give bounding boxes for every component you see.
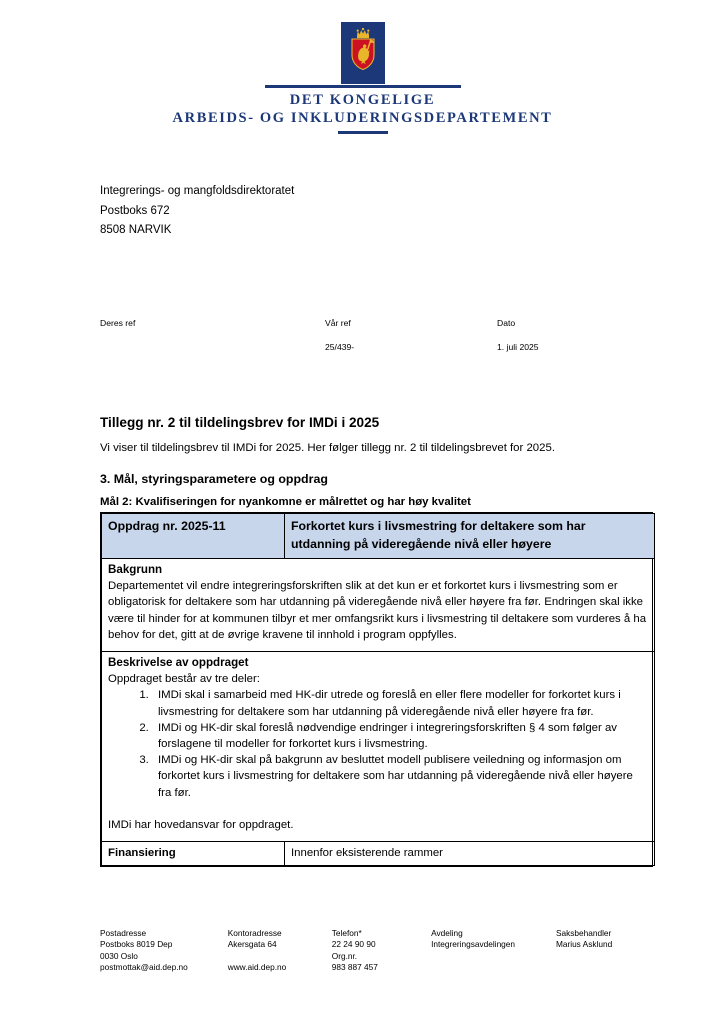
footer-label-postadresse: Postadresse xyxy=(100,928,147,938)
beskrivelse-title: Beskrivelse av oppdraget xyxy=(108,656,249,670)
finansiering-label: Finansiering xyxy=(102,842,285,866)
assignment-number-cell: Oppdrag nr. 2025-11 xyxy=(102,514,285,559)
footer-label-kontoradresse: Kontoradresse xyxy=(227,928,282,938)
footer-label-orgnr: Org.nr. xyxy=(331,950,358,961)
beskrivelse-cell xyxy=(102,652,655,842)
recipient-line-3: 8508 NARVIK xyxy=(100,224,172,236)
deres-ref-column xyxy=(100,318,325,353)
finansiering-value: Innenfor eksisterende rammer xyxy=(285,842,655,866)
norwegian-coat-of-arms-icon xyxy=(341,22,385,84)
dato-value: 1. juli 2025 xyxy=(497,342,539,352)
footer-website[interactable]: www.aid.dep.no xyxy=(227,962,287,973)
beskrivelse-intro: Oppdraget består av tre deler: xyxy=(108,673,260,686)
footer-label-saksbehandler: Saksbehandler xyxy=(555,928,612,938)
footer-label-telefon: Telefon* xyxy=(331,928,362,938)
table-row-finansiering xyxy=(102,842,655,866)
logo-line-kongelige: DET KONGELIGE xyxy=(289,92,436,108)
list-item: 1. IMDi skal i samarbeid med HK-dir utrede og foreslå en eller flere modeller for forkortet kurs i livsmestring for deltakere som har utdanning på videregående nivå eller høyere fra før. xyxy=(152,687,648,719)
coat-of-arms-svg xyxy=(348,27,378,73)
intro-paragraph: Vi viser til tildelingsbrev til IMDi for 2025. Her følger tillegg nr. 2 til tildelingsbrevet for 2025. xyxy=(100,442,555,454)
var-ref-label: Vår ref xyxy=(325,318,351,328)
deres-ref-label: Deres ref xyxy=(100,318,136,328)
recipient-line-1: Integrerings- og mangfoldsdirektoratet xyxy=(100,185,295,197)
table-row-beskrivelse xyxy=(102,652,655,842)
goal-heading: Mål 2: Kvalifiseringen for nyankomne er målrettet og har høy kvalitet xyxy=(100,496,471,508)
assignment-title-cell: Forkortet kurs i livsmestring for deltakere som har utdanning på videregående nivå eller høyere xyxy=(285,514,655,559)
table-row-header xyxy=(102,514,655,559)
var-ref-value: 25/439- xyxy=(325,342,355,352)
table-row-bakgrunn xyxy=(102,559,655,652)
beskrivelse-list xyxy=(108,687,648,800)
section-heading: 3. Mål, styringsparametere og oppdrag xyxy=(100,472,328,486)
page-title: Tillegg nr. 2 til tildelingsbrev for IMDi i 2025 xyxy=(100,415,380,430)
footer-orgnr-value: 983 887 457 xyxy=(331,962,378,973)
footer-column-avdeling xyxy=(431,928,556,974)
footer-saksbehandler-value: Marius Asklund xyxy=(555,939,613,950)
list-item: 3. IMDi og HK-dir skal på bakgrunn av besluttet modell publisere veiledning og informasjon om forkortet kurs i livsmestring for deltakere som har utdanning på videregående nivå eller høyere fra før. xyxy=(152,752,648,801)
footer-label-avdeling: Avdeling xyxy=(431,928,463,938)
assignment-table xyxy=(100,512,653,867)
reference-row xyxy=(100,318,660,353)
footer-avdeling-value: Integreringsavdelingen xyxy=(431,939,516,950)
beskrivelse-closing: IMDi har hovedansvar for oppdraget. xyxy=(108,818,294,831)
list-item: 2. IMDi og HK-dir skal foreslå nødvendige endringer i integreringsforskriften § 4 som følger av forslagene til modeller for forkortet kurs i livsmestring. xyxy=(152,720,648,752)
dato-column xyxy=(497,318,657,353)
footer-postadresse-line1: Postboks 8019 Dep xyxy=(100,939,173,950)
letterhead xyxy=(0,22,725,134)
footer-email[interactable]: postmottak@aid.dep.no xyxy=(100,962,188,973)
bakgrunn-text: Departementet vil endre integreringsforskriften slik at det kun er et forkortet kurs i livsmestring som er obligatorisk for deltakere som har utdanning på videregående nivå eller høyere fra før. Endringen skal ikke være til hinder for at kommunen tilbyr et mer omfangsrikt kurs i livsmestring til deltakere som vurderes å ha behov for det, gitt at de øvrige kravene til innhold i program oppfylles. xyxy=(108,580,647,641)
var-ref-column xyxy=(325,318,497,353)
footer-postadresse-line2: 0030 Oslo xyxy=(100,950,138,961)
footer-column-saksbehandler xyxy=(556,928,660,974)
footer-spacer xyxy=(228,951,332,962)
footer-column-postadresse xyxy=(100,928,228,974)
logo-rule-bottom xyxy=(338,131,388,134)
dato-label: Dato xyxy=(497,318,516,328)
footer-kontoradresse-line1: Akersgata 64 xyxy=(227,939,277,950)
footer-telefon-number: 22 24 90 90 xyxy=(331,939,376,950)
footer-column-kontoradresse xyxy=(228,928,332,974)
logo-line-department: ARBEIDS- OG INKLUDERINGSDEPARTEMENT xyxy=(172,110,553,126)
recipient-line-2: Postboks 672 xyxy=(100,204,170,217)
footer xyxy=(100,928,660,974)
footer-column-telefon xyxy=(332,928,431,974)
logo-rule-top xyxy=(265,85,461,88)
recipient-address-block xyxy=(100,182,294,241)
bakgrunn-title: Bakgrunn xyxy=(108,563,163,576)
bakgrunn-cell xyxy=(102,559,655,652)
